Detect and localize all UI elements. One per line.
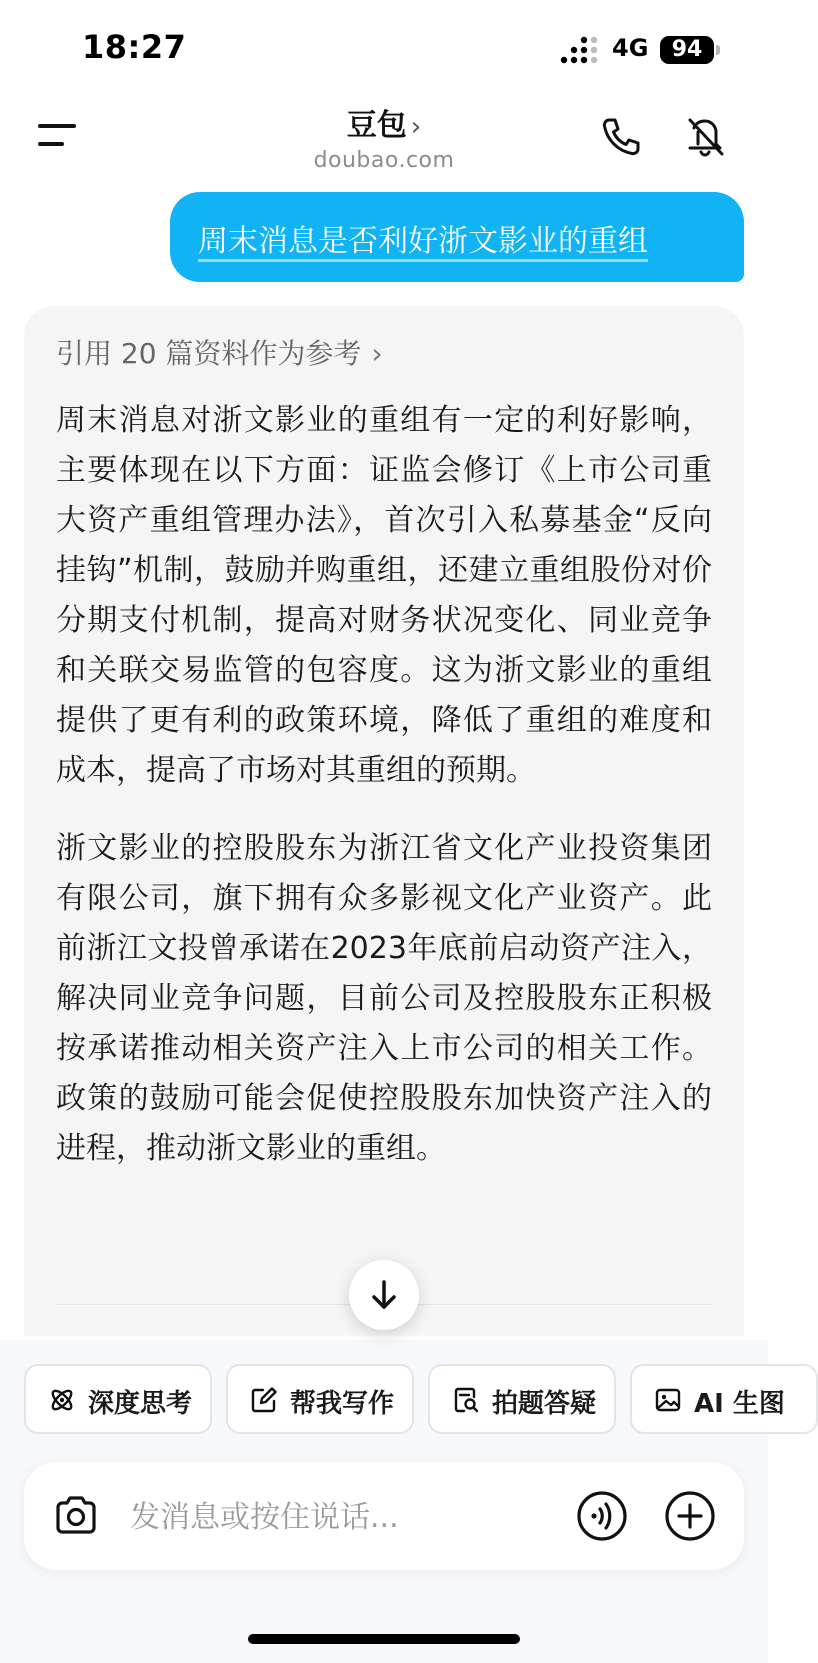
answer-paragraph: 浙文影业的控股股东为浙江省文化产业投资集团有限公司，旗下拥有众多影视文化产业资产。此前浙江文投曾承诺在2023年底前启动资产注入，解决同业竞争问题，目前公司及控股股东正积极按承诺推动相关资产注入上市公司的相关工作。政策的鼓励可能会促使控股股东加快资产注入的进程，推动浙文影业的重组。 [56, 831, 712, 1166]
search-document-icon [452, 1386, 480, 1414]
home-indicator[interactable] [248, 1634, 520, 1644]
scroll-down-button[interactable] [349, 1260, 419, 1330]
answer-card [24, 306, 744, 1336]
chip-writing[interactable] [226, 1364, 414, 1434]
status-bar [0, 0, 768, 90]
chevron-right-icon: › [371, 337, 383, 370]
speaker-muted-icon[interactable] [682, 114, 728, 160]
reference-link[interactable] [56, 330, 712, 378]
header-domain: doubao.com [313, 148, 455, 173]
chip-deep-thinking[interactable] [24, 1364, 212, 1434]
page-title: 豆包 [346, 108, 407, 143]
signal-icon [560, 36, 600, 64]
battery-level: 94 [660, 36, 714, 64]
plus-icon[interactable] [664, 1490, 716, 1542]
image-icon [654, 1386, 682, 1414]
arrow-down-icon [370, 1279, 398, 1311]
camera-icon[interactable] [52, 1492, 100, 1540]
voice-icon[interactable] [576, 1490, 628, 1542]
chip-photo-answer[interactable] [428, 1364, 616, 1434]
message-input[interactable] [128, 1486, 532, 1548]
chip-label: 帮我写作 [290, 1389, 395, 1419]
network-type: 4G [612, 34, 649, 62]
chip-label: 拍题答疑 [492, 1389, 597, 1419]
atom-icon [48, 1386, 76, 1414]
input-bar [24, 1462, 744, 1570]
reference-label: 引用 20 篇资料作为参考 [56, 337, 362, 370]
phone-icon[interactable] [598, 114, 644, 160]
battery-tip [716, 45, 720, 55]
header-title-group[interactable] [234, 100, 534, 173]
chip-label: AI 生图 [694, 1389, 785, 1419]
menu-icon[interactable] [36, 118, 82, 152]
chip-ai-image[interactable] [630, 1364, 818, 1434]
edit-icon [250, 1386, 278, 1414]
user-message-bubble[interactable] [170, 192, 744, 282]
quick-actions [24, 1364, 785, 1436]
header [0, 90, 768, 180]
status-time: 18:27 [82, 28, 187, 66]
answer-paragraph: 周末消息对浙文影业的重组有一定的利好影响，主要体现在以下方面：证监会修订《上市公司重大资产重组管理办法》，首次引入私募基金“反向挂钩”机制，鼓励并购重组，还建立重组股份对价分期支付机制，提高对财务状况变化、同业竞争和关联交易监管的包容度。这为浙文影业的重组提供了更有利的政策环境，降低了重组的难度和成本，提高了市场对其重组的预期。 [56, 403, 712, 788]
chevron-right-icon: › [410, 112, 422, 142]
user-message-text: 周末消息是否利好浙文影业的重组 [198, 224, 648, 259]
chip-label: 深度思考 [88, 1389, 193, 1419]
